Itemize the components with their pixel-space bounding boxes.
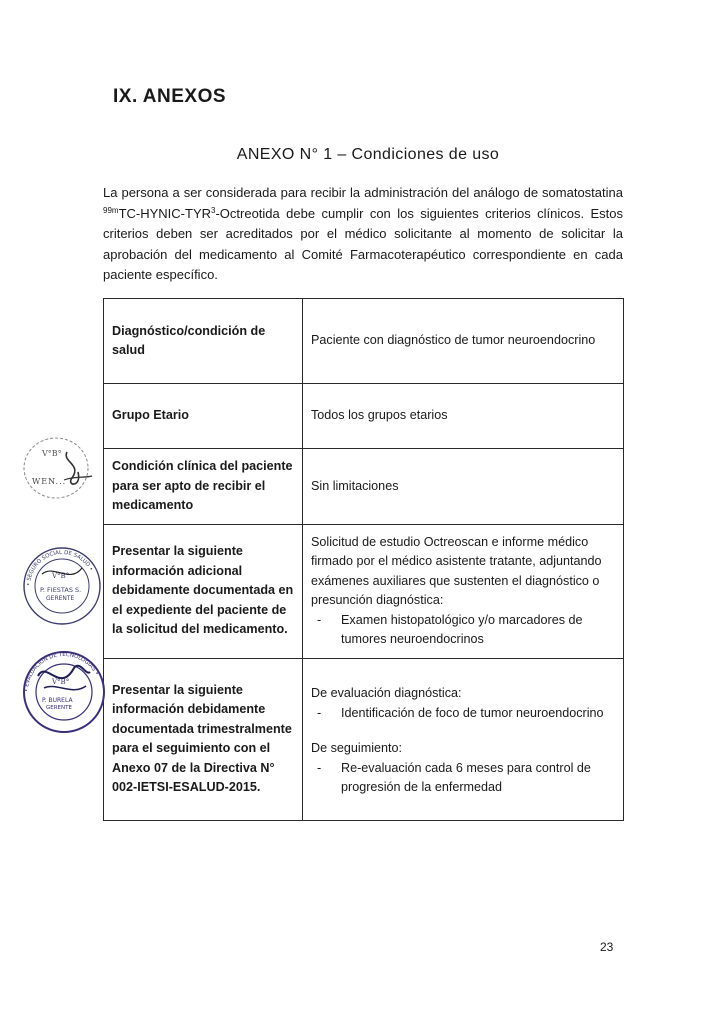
svg-text:WEN...: WEN... bbox=[32, 477, 67, 486]
table-row bbox=[104, 449, 624, 525]
condition-label-plain: Presentar la siguiente información debidamente documentada trimestralmente para el bbox=[112, 682, 292, 755]
bullet-list bbox=[311, 704, 616, 724]
bullet-list bbox=[311, 759, 616, 798]
subsection-heading: De evaluación diagnóstica: bbox=[311, 686, 462, 701]
condition-value: Solicitud de estudio Octreoscan e informe médico firmado por el médico asistente tratante, adjuntando exámenes auxiliares que sustenten el diagnóstico o presunción diagnóstica: bbox=[311, 534, 602, 607]
list-item: - Re-evaluación cada 6 meses para control de progresión de la enfermedad bbox=[311, 759, 616, 798]
condition-label bbox=[104, 658, 303, 820]
subsection-heading: De seguimiento: bbox=[311, 741, 403, 756]
condition-value: Paciente con diagnóstico de tumor neuroendocrino bbox=[303, 299, 624, 384]
bullet-list bbox=[311, 611, 616, 650]
condition-value-cell bbox=[303, 658, 624, 820]
svg-text:V°B°: V°B° bbox=[42, 449, 62, 458]
page-number: 23 bbox=[600, 940, 614, 954]
drug-superscript: 3 bbox=[211, 205, 216, 215]
list-item: - Identificación de foco de tumor neuroendocrino bbox=[311, 704, 616, 724]
condition-value: Todos los grupos etarios bbox=[303, 384, 624, 449]
condition-label-emphasis: seguimiento con el Anexo 07 de la Directiva N° 002-IETSI-ESALUD-2015. bbox=[112, 741, 275, 794]
table-row bbox=[104, 658, 624, 820]
drug-name: TC-HYNIC-TYR bbox=[118, 205, 211, 221]
svg-text:GERENTE: GERENTE bbox=[46, 705, 72, 711]
approval-stamp-icon bbox=[20, 544, 104, 628]
svg-text:P. BURELA: P. BURELA bbox=[42, 697, 73, 704]
intro-paragraph bbox=[103, 183, 623, 286]
conditions-table bbox=[103, 298, 624, 821]
table-row bbox=[104, 524, 624, 658]
condition-label: Presentar la siguiente información adicional debidamente documentada en el expediente del paciente de la solicitud del medicamento. bbox=[104, 524, 303, 658]
condition-label: Condición clínica del paciente para ser apto de recibir el medicamento bbox=[104, 449, 303, 525]
svg-text:V°B°: V°B° bbox=[52, 678, 70, 686]
condition-value-cell bbox=[303, 524, 624, 658]
isotope-superscript: 99m bbox=[103, 205, 119, 215]
intro-text-part2: -Octreotida debe cumplir con los siguientes criterios clínicos. Estos criterios deben ser acreditados por el médico solicitante al momento de solicitar la aprobación del medicamento al Comité Farmacoterapéutico correspondiente en cada paciente específico. bbox=[103, 205, 623, 282]
condition-label: Grupo Etario bbox=[104, 384, 303, 449]
annex-title: ANEXO N° 1 – Condiciones de uso bbox=[236, 146, 500, 163]
svg-text:• SEGURO SOCIAL DE SALUD •: • SEGURO SOCIAL DE SALUD • bbox=[25, 549, 94, 587]
approval-stamp-icon bbox=[16, 646, 112, 742]
list-item: - Examen histopatológico y/o marcadores de tumores neuroendocrinos bbox=[311, 611, 616, 650]
svg-text:V°B°: V°B° bbox=[52, 572, 70, 580]
svg-text:P. FIESTAS S.: P. FIESTAS S. bbox=[40, 586, 82, 594]
svg-text:• EVALUACIÓN DE TECNOLOGÍAS •: • EVALUACIÓN DE TECNOLOGÍAS • bbox=[23, 652, 100, 693]
condition-value: Sin limitaciones bbox=[303, 449, 624, 525]
svg-text:GERENTE: GERENTE bbox=[46, 595, 75, 602]
table-row bbox=[104, 384, 624, 449]
condition-label: Diagnóstico/condición de salud bbox=[104, 299, 303, 384]
intro-text-part1: La persona a ser considerada para recibir la administración del análogo de somatostatina bbox=[103, 185, 623, 200]
approval-stamp-icon bbox=[12, 432, 108, 504]
section-heading: IX. ANEXOS bbox=[113, 86, 227, 107]
table-row bbox=[104, 299, 624, 384]
